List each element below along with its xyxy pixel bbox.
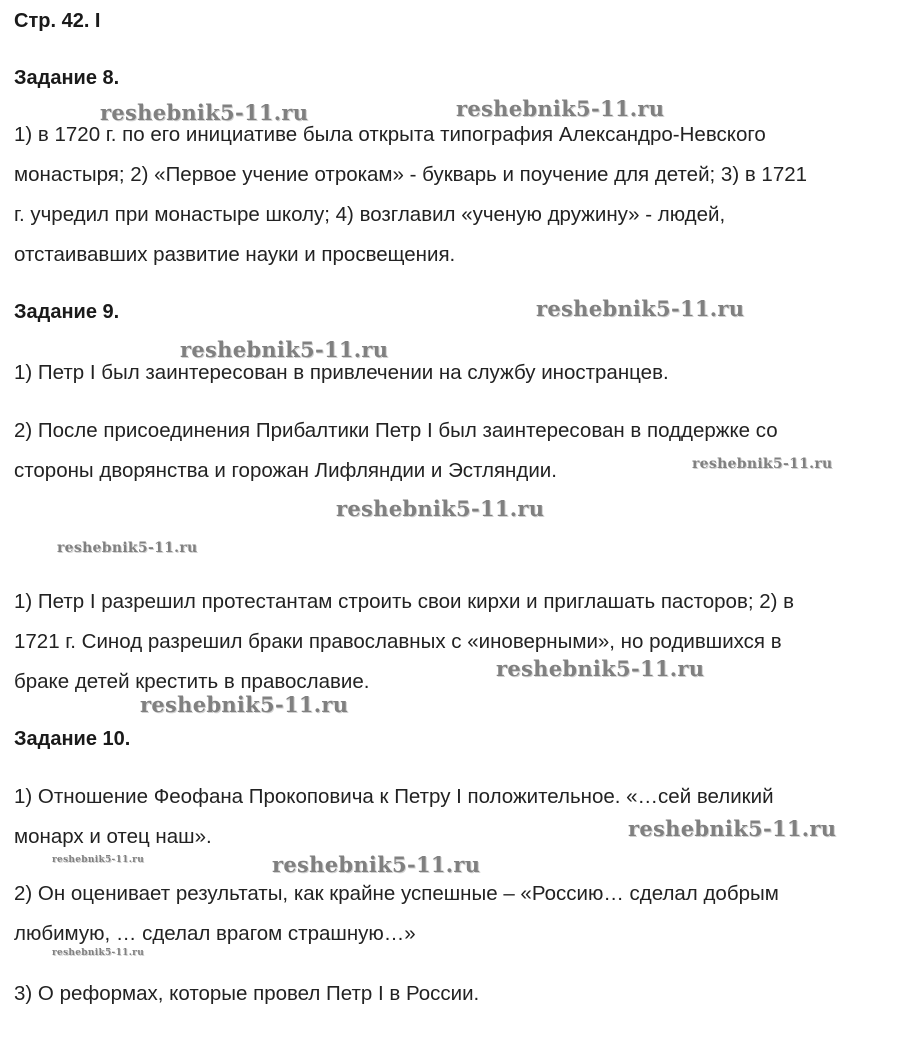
task-10-paragraph-2 (14, 874, 779, 954)
watermark: reshebnik5-11.ru (57, 540, 198, 556)
watermark: reshebnik5-11.ru (52, 948, 145, 958)
text-line: монарх и отец наш». (14, 825, 212, 848)
task-9-paragraph-1: 1) Петр I был заинтересован в привлечении на службу иностранцев. (14, 361, 669, 384)
text-line: браке детей крестить в православие. (14, 670, 370, 693)
text-line: 2) После присоединения Прибалтики Петр I был заинтересован в поддержке со (14, 419, 778, 442)
task-8-text (14, 115, 807, 275)
task-8-title: Задание 8. (14, 67, 120, 89)
watermark: reshebnik5-11.ru (496, 656, 705, 681)
task-10-title: Задание 10. (14, 728, 131, 750)
text-line: стороны дворянства и горожан Лифляндии и Эстляндии. (14, 459, 557, 482)
watermark: reshebnik5-11.ru (628, 816, 837, 841)
text-line: г. учредил при монастыре школу; 4) возглавил «ученую дружину» - людей, (14, 203, 726, 226)
watermark: reshebnik5-11.ru (692, 456, 833, 472)
watermark: reshebnik5-11.ru (272, 852, 481, 877)
task-9-paragraph-3 (14, 582, 794, 702)
text-line: 1) в 1720 г. по его инициативе была открыта типография Александро-Невского (14, 123, 766, 146)
watermark: reshebnik5-11.ru (180, 337, 389, 362)
text-line: 1) Петр I разрешил протестантам строить свои кирхи и приглашать пасторов; 2) в (14, 590, 795, 613)
text-line: любимую, … сделал врагом страшную…» (14, 922, 416, 945)
task-9-paragraph-2 (14, 411, 778, 491)
watermark: reshebnik5-11.ru (100, 100, 309, 125)
task-10-paragraph-3: 3) О реформах, которые провел Петр I в России. (14, 982, 480, 1005)
text-line: монастыря; 2) «Первое учение отрокам» - букварь и поучение для детей; 3) в 1721 (14, 163, 808, 186)
text-line: 1) Отношение Феофана Прокоповича к Петру I положительное. «…сей великий (14, 785, 774, 808)
watermark: reshebnik5-11.ru (456, 96, 665, 121)
text-line: 2) Он оценивает результаты, как крайне успешные – «Россию… сделал добрым (14, 882, 779, 905)
page-number: Стр. 42. I (14, 10, 101, 32)
text-line: отстаивавших развитие науки и просвещения. (14, 243, 456, 266)
watermark: reshebnik5-11.ru (336, 496, 545, 521)
text-line: 1721 г. Синод разрешил браки православных с «иноверными», но родившихся в (14, 630, 782, 653)
watermark: reshebnik5-11.ru (140, 692, 349, 717)
task-9-title: Задание 9. (14, 301, 120, 323)
watermark: reshebnik5-11.ru (536, 296, 745, 321)
watermark: reshebnik5-11.ru (52, 855, 145, 865)
